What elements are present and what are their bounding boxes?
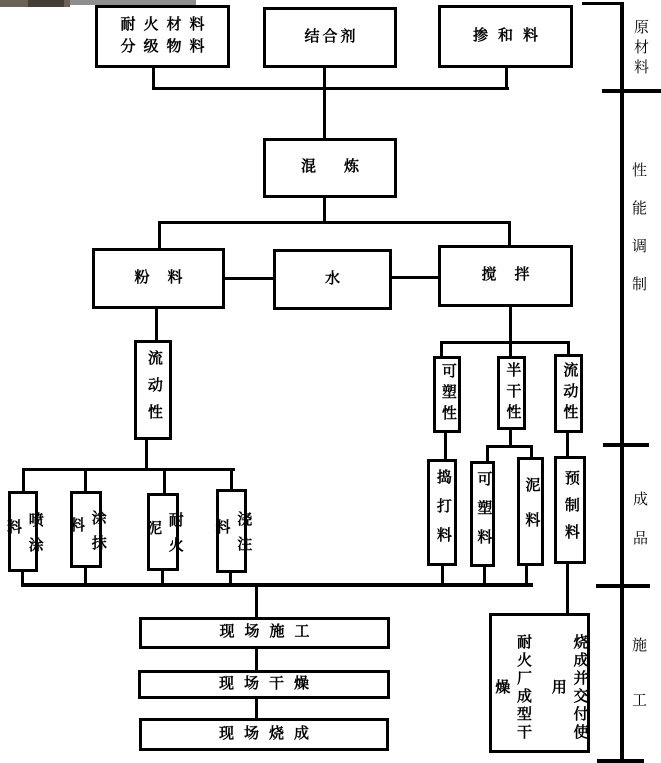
- connector-line: [509, 307, 512, 344]
- node-mixing: [263, 138, 397, 198]
- connector-line: [444, 431, 447, 460]
- connector-line: [230, 468, 233, 491]
- stage-tick: [603, 443, 649, 447]
- connector-line: [508, 221, 511, 248]
- node-label: 搅拌: [481, 267, 548, 284]
- connector-line: [441, 564, 444, 585]
- connector-line: [22, 468, 25, 493]
- connector-line: [323, 67, 326, 140]
- connector-line: [21, 583, 533, 587]
- connector-line: [505, 67, 508, 90]
- connector-line: [392, 276, 438, 279]
- node-castable: [213, 489, 252, 573]
- node-label: 可塑料: [475, 470, 492, 558]
- node-label-column: 烧成并交付使用: [549, 633, 588, 742]
- connector-line: [566, 431, 569, 457]
- node-label: 半干性: [504, 361, 521, 425]
- connector-line: [225, 277, 273, 280]
- node-label: 结合剂: [304, 28, 359, 45]
- node-moldable-mix: [470, 461, 495, 567]
- node-plant-form-dry-fire-deliver: [489, 613, 590, 753]
- connector-line: [22, 468, 235, 471]
- connector-line: [509, 341, 512, 357]
- node-flowability-left: [134, 340, 172, 440]
- connector-line: [163, 468, 166, 495]
- node-label: 掺和料: [472, 27, 548, 44]
- stage-label-raw-materials: 原材料: [632, 19, 648, 79]
- node-spray-coating: [5, 491, 43, 572]
- stage-label-finished-product: 成品: [631, 491, 647, 569]
- stage-tick: [596, 584, 650, 588]
- node-trowel-mix: [68, 491, 106, 568]
- node-flowability-right: [554, 354, 583, 433]
- node-label: 现场施工: [219, 624, 320, 641]
- node-label: 浇注料: [213, 511, 252, 561]
- node-label: 喷涂料: [5, 511, 43, 562]
- connector-line: [145, 440, 148, 470]
- node-label: 分级物料: [120, 38, 213, 55]
- node-label: 粉料: [134, 269, 201, 286]
- node-label: 捣打料: [434, 469, 451, 556]
- connector-line: [255, 648, 258, 671]
- node-label: 现场烧成: [218, 725, 319, 742]
- node-raw-material: [95, 5, 230, 68]
- connector-line: [440, 341, 443, 357]
- node-stirring: [438, 245, 573, 307]
- node-label: 现场干燥: [218, 675, 319, 692]
- stage-tick: [597, 759, 644, 763]
- node-label: 混炼: [300, 159, 387, 176]
- node-plasticity: [433, 356, 461, 433]
- stage-tick: [582, 2, 624, 5]
- node-admixture: [438, 5, 573, 68]
- node-site-drying: [138, 670, 390, 699]
- connector-line: [566, 562, 569, 614]
- stage-label-construction: 施工: [630, 637, 646, 747]
- node-label: 预制料: [562, 469, 579, 551]
- node-label: 流动性: [145, 349, 162, 431]
- node-fire-clay: [145, 493, 183, 571]
- node-binder: [263, 7, 397, 68]
- node-label: 泥料: [523, 476, 540, 547]
- connector-line: [158, 221, 511, 224]
- connector-line: [84, 468, 87, 493]
- connector-line: [567, 341, 570, 355]
- node-site-firing: [139, 718, 389, 751]
- connector-line: [158, 221, 161, 250]
- node-precast-mix: [554, 456, 586, 564]
- connector-line: [440, 341, 570, 344]
- connector-line: [155, 308, 158, 341]
- stage-label-performance-tuning: 性能调制: [630, 162, 646, 314]
- connector-line: [255, 698, 258, 719]
- connector-line: [525, 564, 528, 585]
- node-label: 耐火泥: [145, 512, 183, 562]
- node-semi-dry: [497, 356, 526, 430]
- node-water: [273, 249, 392, 310]
- node-label: 涂抹料: [68, 509, 106, 560]
- connector-line: [486, 445, 489, 462]
- node-ramming-mix: [427, 459, 457, 566]
- node-label: 流动性: [561, 362, 578, 425]
- node-site-construction: [139, 617, 390, 649]
- node-label: 可塑性: [439, 363, 456, 426]
- connector-line: [486, 445, 533, 448]
- connector-line: [255, 585, 258, 618]
- node-label: 水: [324, 270, 340, 287]
- connector-line: [483, 565, 486, 585]
- node-label: 耐火材料: [120, 16, 213, 33]
- connector-line: [152, 87, 509, 90]
- stage-bracket-line: [620, 2, 624, 763]
- scan-artifact: [28, 0, 64, 7]
- node-label-column: 耐火厂成型干燥: [493, 633, 531, 742]
- node-mud-mix: [517, 457, 544, 566]
- stage-tick: [602, 89, 661, 93]
- node-powder: [92, 248, 225, 309]
